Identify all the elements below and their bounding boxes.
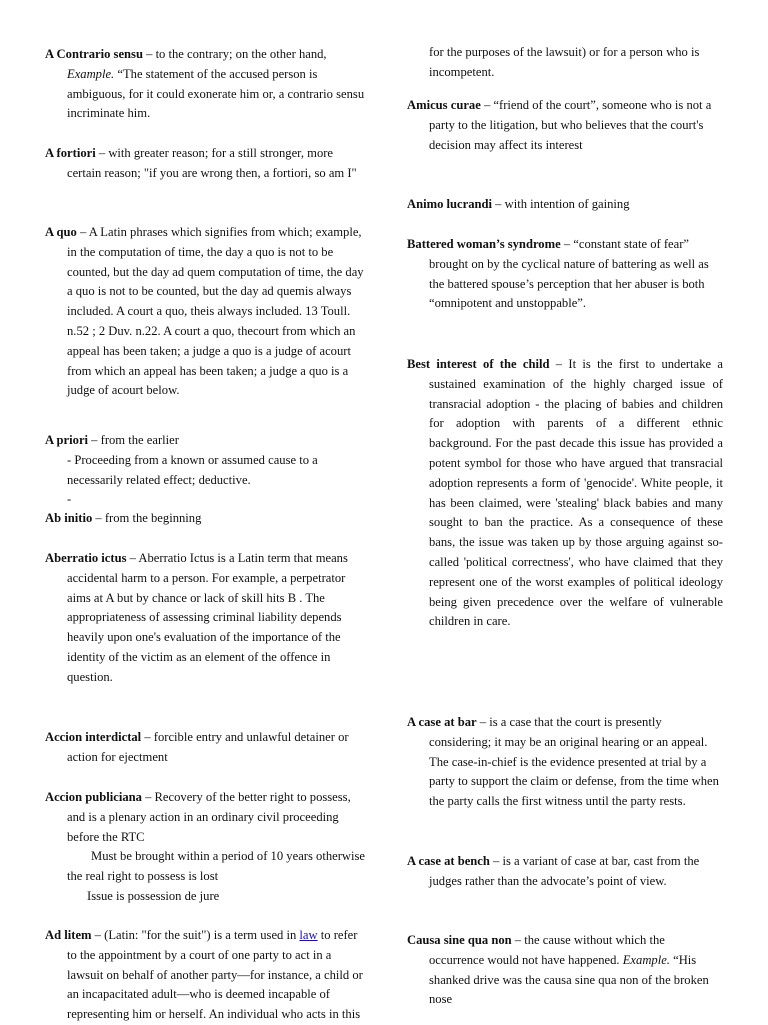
term: Best interest of the child [407, 357, 550, 371]
term: Ad litem [45, 928, 92, 942]
entry-ad-litem [45, 926, 365, 1025]
definition: – Aberratio Ictus is a Latin term that means accidental harm to a person. For example, a perpetrator aims at A but by chance or lack of skill hits B . The appropriateness of assessing criminal liability depends heavily upon one's evaluation of the importance of the identity of the victim as an element of the offence in question. [67, 551, 348, 684]
sub-paragraph: Issue is possession de jure [87, 888, 220, 903]
term: A priori [45, 433, 89, 447]
definition: – to the contrary; on the other hand, [142, 47, 327, 61]
entry-best-interest-of-the-child [407, 355, 723, 632]
entry-ad-litem-continued [407, 43, 723, 83]
definition: – the cause without which the occurrence would not have happened. [429, 933, 665, 967]
definition: – with intention of gaining [492, 197, 630, 211]
entry-a-priori [45, 431, 365, 510]
example-label: Example. [67, 66, 115, 81]
term: A fortiori [45, 146, 96, 160]
term: A Contrario sensu [45, 47, 143, 61]
definition: – “constant state of fear” brought on by the cyclical nature of battering as well as the battered spouse’s perception that her abuser is both “omnipotent and unstoppable”. [429, 237, 709, 311]
example-label: Example. [622, 952, 670, 967]
term: Battered woman’s syndrome [407, 237, 561, 251]
definition: – It is the first to undertake a sustained examination of the highly charged issue of transracial adoption - the placing of babies and children for adoption with parents of a different ethnic background. For the past decade this issue has provided a potent symbol for those who have argued that transracial adoption represents a form of 'genocide'. White people, it has been claimed, were 'stealing' black babies and many sought to ban the practice. As a consequence of these bans, the issue was taken up by those arguing against so-called 'political correctness', who have claimed that they represent one of the worst examples of political ideology being given precedence over the welfare of vulnerable children in care. [429, 357, 723, 629]
term: Animo lucrandi [407, 197, 493, 211]
entry-causa-sine-qua-non [407, 931, 723, 1010]
term: Causa sine qua non [407, 933, 512, 947]
sub-item: - [67, 492, 72, 507]
entry-case-at-bar [407, 713, 723, 812]
term: Aberratio ictus [45, 551, 127, 565]
term: Accion interdictal [45, 730, 142, 744]
definition: – with greater reason; for a still stronger, more certain reason; "if you are wrong then, a fortiori, so am I" [67, 146, 357, 180]
term: Accion publiciana [45, 790, 142, 804]
definition-cont: to refer to the appointment by a court of one party to act in a lawsuit on behalf of another party—for instance, a child or an incapacitated adult—who is deemed incapable of representing him or herself. An individual who acts in this [67, 928, 363, 1022]
continued-text: for the purposes of the lawsuit) or for a person who is incompetent. [429, 45, 700, 79]
definition: – is a variant of case at bar, cast from the judges rather than the advocate’s point of view. [429, 854, 700, 888]
term: Amicus curae [407, 98, 481, 112]
entry-a-quo [45, 223, 365, 401]
term: A case at bar [407, 715, 477, 729]
entry-battered-womans-syndrome [407, 235, 723, 314]
entry-case-at-bench [407, 852, 723, 892]
entry-aberratio-ictus [45, 549, 365, 688]
law-link[interactable]: law [299, 928, 318, 942]
definition-cont: “The statement of the accused person is ambiguous, for it could exonerate him or, a contrario sensu incriminate him. [67, 66, 365, 121]
entry-ab-initio [45, 509, 365, 529]
definition: – from the earlier [88, 433, 179, 447]
term: Ab initio [45, 511, 93, 525]
entry-accion-publiciana [45, 788, 365, 907]
definition: – forcible entry and unlawful detainer or action for ejectment [67, 730, 349, 764]
definition: – “friend of the court”, someone who is not a party to the litigation, but who believes that the court's decision may affect its interest [429, 98, 712, 152]
entry-a-contrario-sensu [45, 45, 365, 124]
entry-animo-lucrandi [407, 195, 723, 215]
entry-amicus-curae [407, 96, 723, 155]
sub-paragraph: Must be brought within a period of 10 years otherwise the real right to possess is lost [67, 849, 365, 884]
definition-cont: “His shanked drive was the causa sine qua non of the broken nose [429, 952, 709, 1007]
term: A quo [45, 225, 77, 239]
definition: – (Latin: "for the suit") is a term used in [91, 928, 300, 942]
sub-item: - Proceeding from a known or assumed cause to a necessarily related effect; deductive. [67, 452, 318, 487]
term: A case at bench [407, 854, 490, 868]
definition: – Recovery of the better right to possess, and is a plenary action in an ordinary civil proceeding before the RTC [67, 790, 351, 844]
definition: – is a case that the court is presently considering; it may be an original hearing or an appeal. The case-in-chief is the evidence presented at trial by a party to support the claim or defense, from the time when the party calls the first witness until the party rests. [429, 715, 719, 809]
sub-list [45, 451, 365, 510]
entry-accion-interdictal [45, 728, 365, 768]
definition: – from the beginning [92, 511, 202, 525]
entry-a-fortiori [45, 144, 365, 184]
definition: – A Latin phrases which signifies from which; example, in the computation of time, the day a quo is not to be counted, but the day ad quem computation of time, the day a quo is not to be counted, but the day ad quemis always included. A court a quo, theis always included. 13 Toull. n.52 ; 2 Duv. n.22. A court a quo, thecourt from which an appeal has been taken; a judge a quo is a judge of acourt from which an appeal has been taken; a judge a quo is a judge of acourt below. [67, 225, 364, 398]
